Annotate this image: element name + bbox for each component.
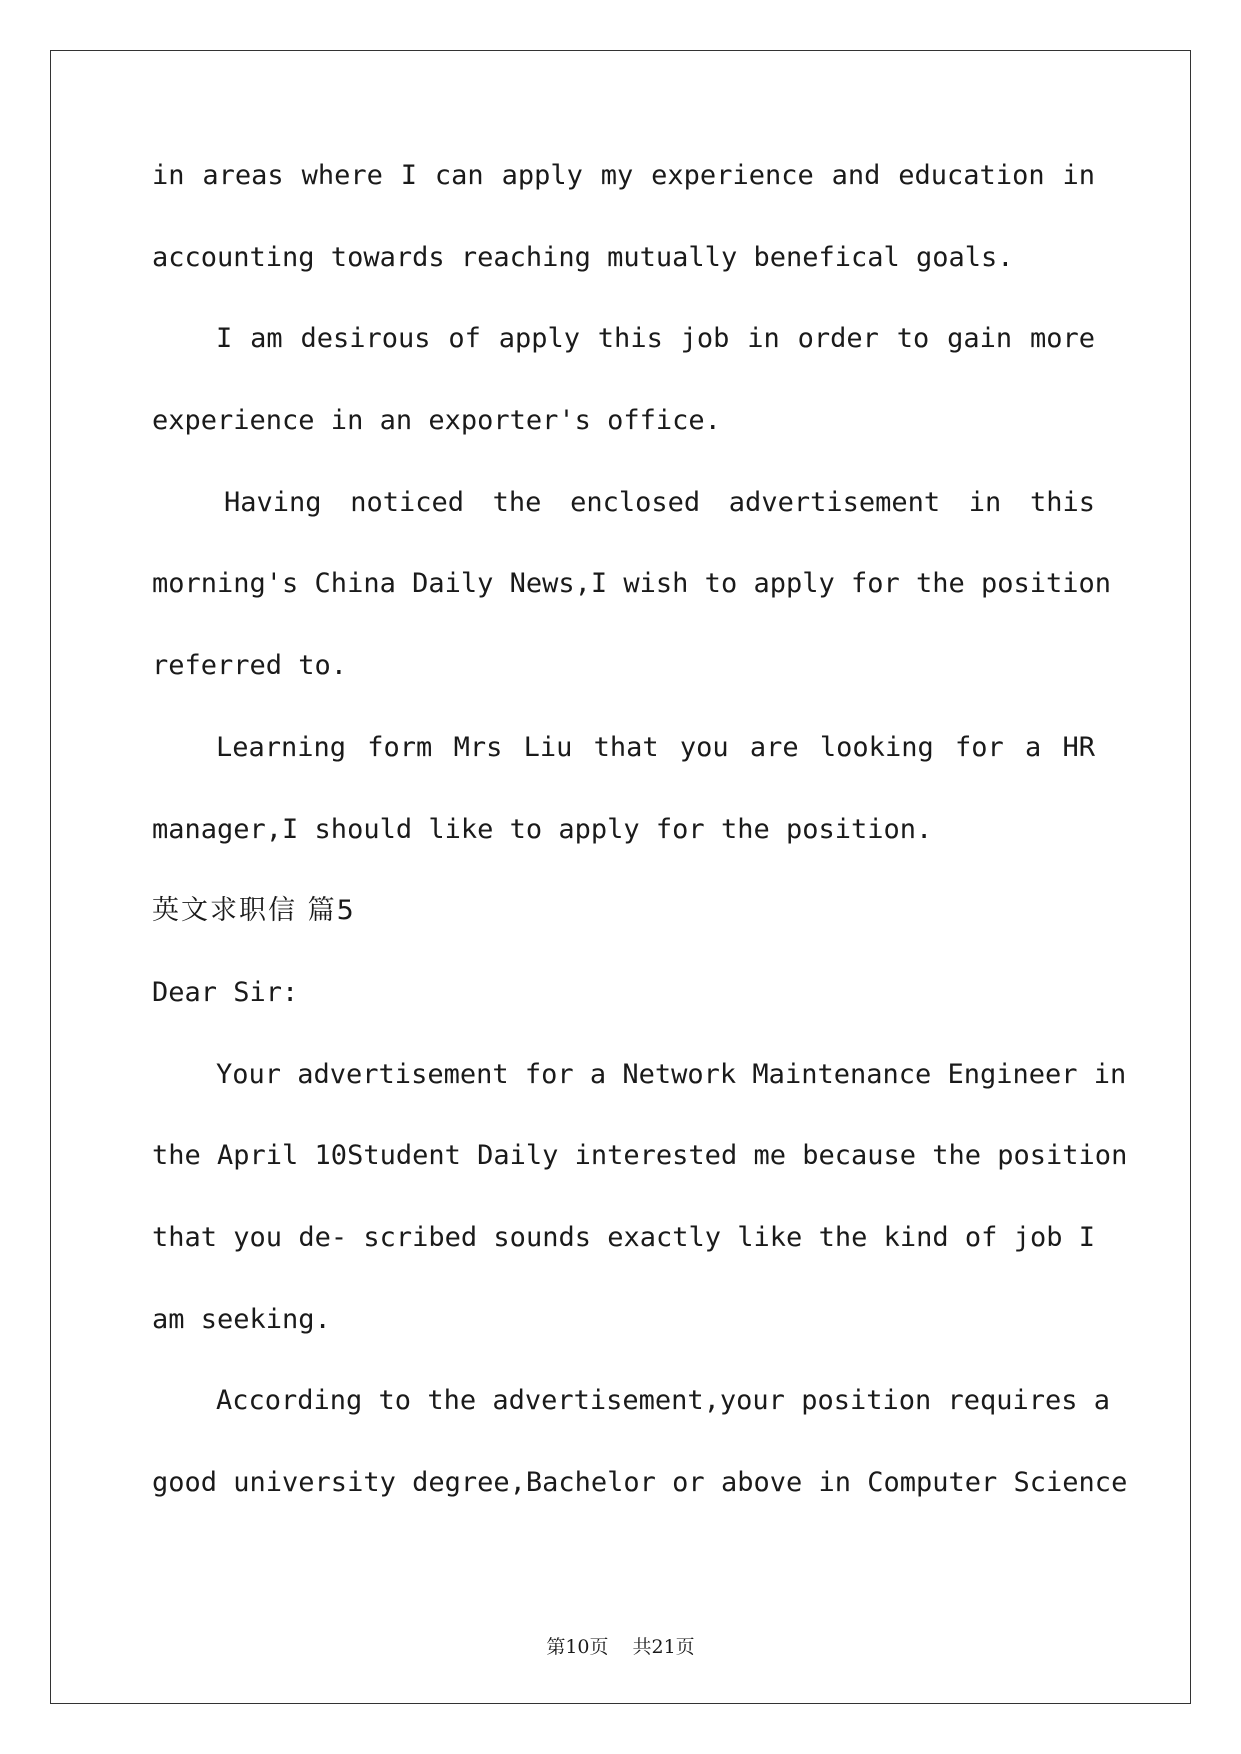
text-line: that you de- scribed sounds exactly like the kind of job I (152, 1221, 1095, 1253)
paragraph-start: Having noticed the enclosed advertisement in this (224, 486, 1095, 518)
salutation: Dear Sir: (152, 976, 299, 1008)
document-body (152, 158, 1128, 1547)
text-line: accounting towards reaching mutually benefical goals. (152, 241, 1014, 273)
page-number: 第10页 (546, 1636, 609, 1658)
paragraph-start: According to the advertisement,your position requires a (216, 1385, 1111, 1417)
text-line: manager,I should like to apply for the position. (152, 813, 933, 845)
page-total: 共21页 (632, 1636, 695, 1658)
paragraph-start: Learning form Mrs Liu that you are looking for a HR (216, 731, 1095, 763)
page-footer (0, 1632, 1241, 1659)
text-line: morning's China Daily News,I wish to apply for the position (152, 568, 1112, 600)
text-line: am seeking. (152, 1303, 331, 1335)
text-line: the April 10Student Daily interested me because the position (152, 1140, 1128, 1172)
section-heading: 英文求职信 篇5 (152, 895, 356, 927)
text-line: in areas where I can apply my experience and education in (152, 160, 1095, 191)
text-line: good university degree,Bachelor or above in Computer Science (152, 1467, 1128, 1498)
paragraph-start: I am desirous of apply this job in order to gain more (216, 323, 1095, 355)
text-line: experience in an exporter's office. (152, 405, 721, 437)
paragraph-start: Your advertisement for a Network Maintenance Engineer in (216, 1058, 1127, 1090)
text-line: referred to. (152, 650, 348, 682)
